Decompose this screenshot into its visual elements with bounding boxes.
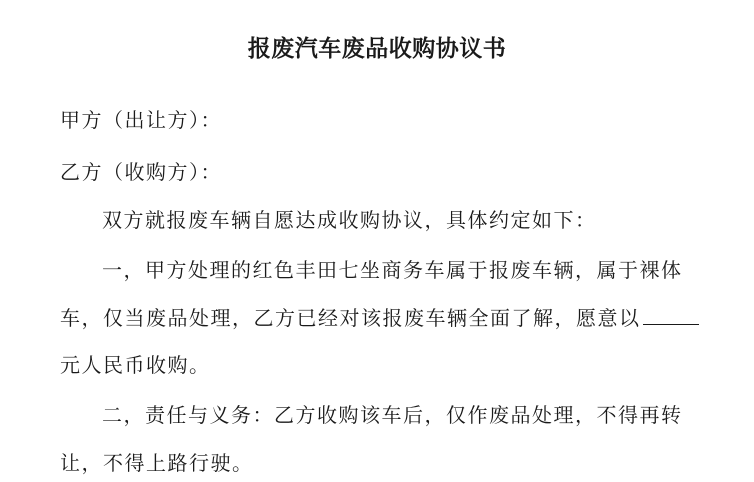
amount-blank	[643, 306, 699, 325]
clause-2-line-2: 让，不得上路行驶。	[60, 451, 254, 475]
clause-1-line-2	[60, 302, 699, 331]
clause-1-line-1: 一，甲方处理的红色丰田七坐商务车属于报废车辆，属于裸体	[102, 258, 683, 282]
intro-paragraph: 双方就报废车辆自愿达成收购协议，具体约定如下：	[102, 208, 597, 232]
document-title: 报废汽车废品收购协议书	[247, 36, 507, 62]
clause-1-line-3: 元人民币收购。	[60, 353, 211, 377]
clause-1-line-2-text: 车，仅当废品处理，乙方已经对该报废车辆全面了解，愿意以	[60, 306, 641, 330]
party-a-line: 甲方（出让方）：	[60, 108, 222, 132]
clause-2-line-1: 二，责任与义务：乙方收购该车后，仅作废品处理，不得再转	[102, 403, 683, 427]
party-b-line: 乙方（收购方）：	[60, 160, 222, 184]
